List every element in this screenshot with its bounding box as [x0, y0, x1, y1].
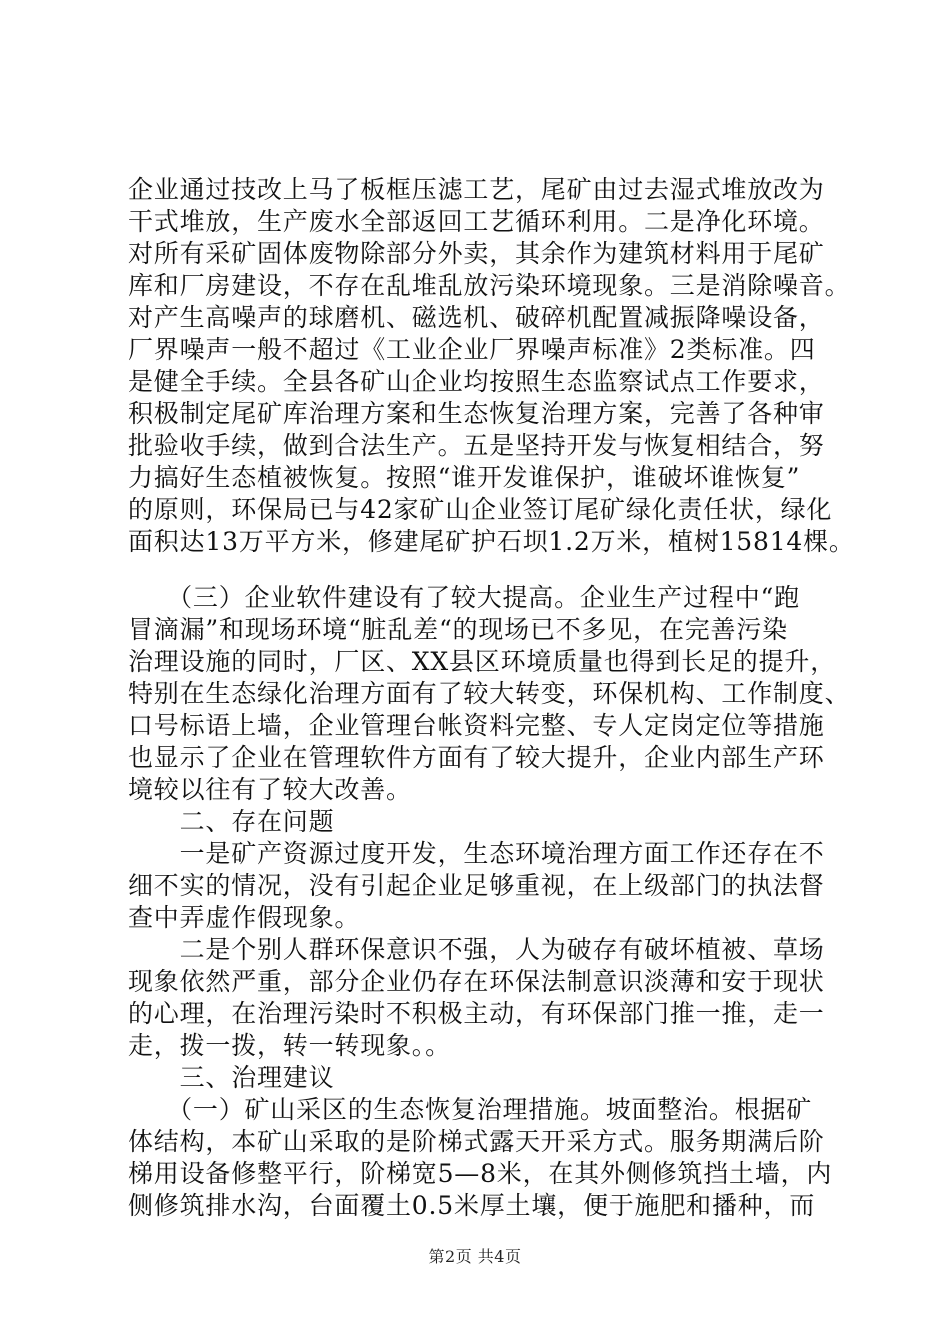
- text-line: （三）企业软件建设有了较大提高。企业生产过程中“跑: [128, 583, 800, 612]
- text-line: 干式堆放，生产废水全部返回工艺循环利用。二是净化环境。: [128, 207, 825, 236]
- text-line: 是健全手续。全县各矿山企业均按照生态监察试点工作要求，: [128, 367, 825, 396]
- text-line: 侧修筑排水沟，台面覆土0.5米厚土壤，便于施肥和播种，而: [128, 1191, 816, 1220]
- text-line: 现象依然严重，部分企业仍存在环保法制意识淡薄和安于现状: [128, 967, 825, 996]
- text-line: 细不实的情况，没有引起企业足够重视，在上级部门的执法督: [128, 871, 825, 900]
- text-line: （一）矿山采区的生态恢复治理措施。坡面整治。根据矿: [128, 1095, 813, 1124]
- text-line: 特别在生态绿化治理方面有了较大转变，环保机构、工作制度、: [128, 679, 851, 708]
- text-line: 对产生高噪声的球磨机、磁选机、破碎机配置减振降噪设备，: [128, 303, 825, 332]
- text-line: 批验收手续，做到合法生产。五是坚持开发与恢复相结合，努: [128, 431, 825, 460]
- text-line: 厂界噪声一般不超过《工业企业厂界噪声标准》2类标准。四: [128, 335, 816, 364]
- text-line: 库和厂房建设，不存在乱堆乱放污染环境现象。三是消除噪音。: [128, 271, 851, 300]
- text-line: 走，拨一拨，转一转现象。。: [128, 1031, 451, 1060]
- text-line: 面积达13万平方米，修建尾矿护石坝1.2万米，植树15814棵。: [128, 527, 855, 556]
- text-line: 梯用设备修整平行，阶梯宽5—8米，在其外侧修筑挡土墙，内: [128, 1159, 833, 1188]
- text-line: 也显示了企业在管理软件方面有了较大提升，企业内部生产环: [128, 743, 825, 772]
- text-line: 体结构，本矿山采取的是阶梯式露天开采方式。服务期满后阶: [128, 1127, 825, 1156]
- text-line: 的心理，在治理污染时不积极主动，有环保部门推一推，走一: [128, 999, 825, 1028]
- text-line: 企业通过技改上马了板框压滤工艺，尾矿由过去湿式堆放改为: [128, 175, 825, 204]
- page-footer: 第2页 共4页: [428, 1247, 522, 1266]
- text-line: 的原则，环保局已与42家矿山企业签订尾矿绿化责任状，绿化: [128, 495, 833, 524]
- text-line: 一是矿产资源过度开发，生态环境治理方面工作还存在不: [128, 839, 825, 868]
- text-line: 力搞好生态植被恢复。按照“谁开发谁保护，谁破坏谁恢复”: [128, 463, 801, 492]
- text-line: 治理设施的同时，厂区、XX县区环境质量也得到长足的提升，: [128, 647, 836, 676]
- text-line: 对所有采矿固体废物除部分外卖，其余作为建筑材料用于尾矿: [128, 239, 825, 268]
- text-line: 积极制定尾矿库治理方案和生态恢复治理方案，完善了各种审: [128, 399, 825, 428]
- text-line: 境较以往有了较大改善。: [128, 775, 412, 804]
- section-heading: 三、治理建议: [128, 1063, 335, 1092]
- text-line: 冒滴漏”和现场环境“脏乱差“的现场已不多见，在完善污染: [128, 615, 788, 644]
- text-line: 查中弄虚作假现象。: [128, 903, 361, 932]
- section-heading: 二、存在问题: [128, 807, 335, 836]
- text-line: 二是个别人群环保意识不强，人为破存有破坏植被、草场: [128, 935, 825, 964]
- text-line: 口号标语上墙，企业管理台帐资料完整、专人定岗定位等措施: [128, 711, 825, 740]
